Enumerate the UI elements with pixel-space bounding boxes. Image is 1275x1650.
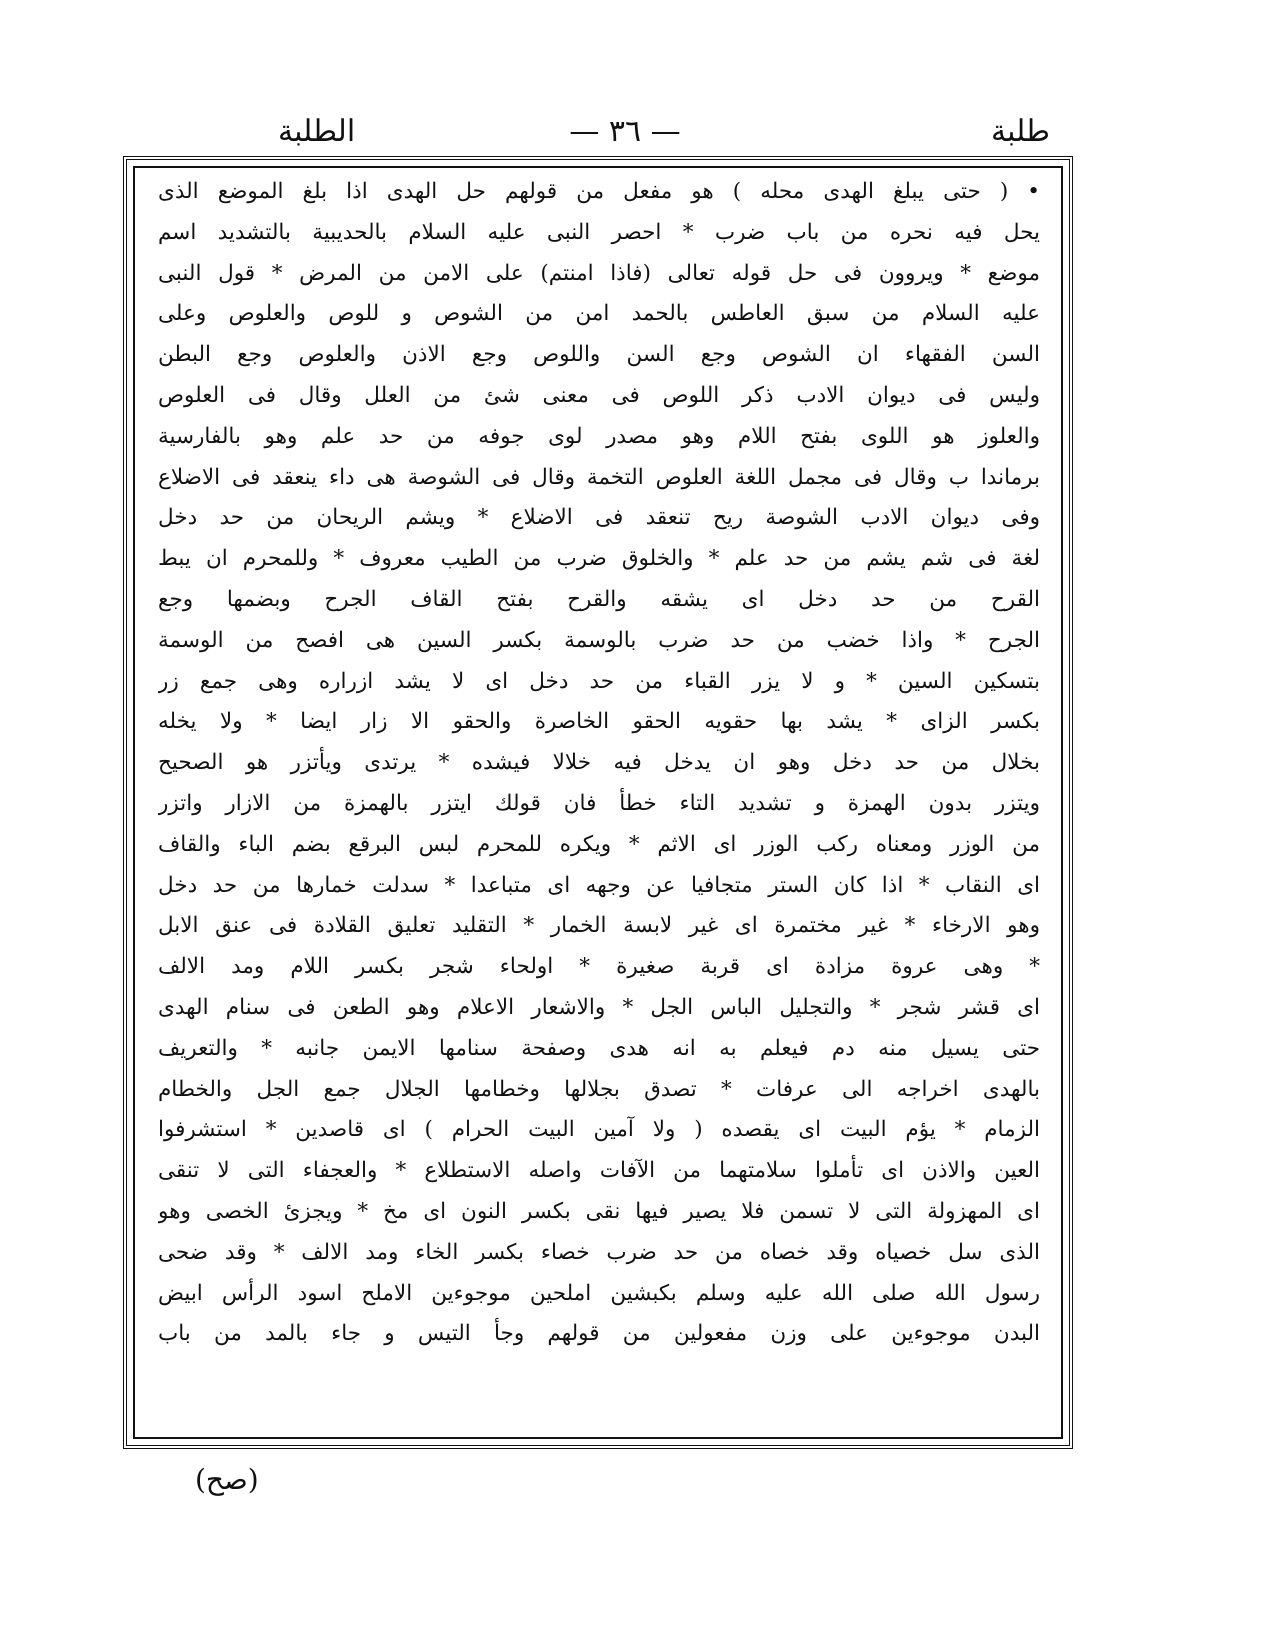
text-line: * وهى عروة مزادة اى قربة صغيرة * اولحاء شجر بكسر اللام ومد الالف — [158, 954, 1040, 980]
text-line: ويتزر بدون الهمزة و تشديد التاء خطأ فان قولك ايتزر بالهمزة من الازار واتزر — [158, 790, 1040, 816]
text-line: وهو الارخاء * غير مختمرة اى غير لابسة الخمار * التقليد تعليق القلادة فى عنق الابل — [158, 913, 1040, 939]
text-line: اى المهزولة التى لا تسمن فلا يصير فيها نقى بكسر النون اى مخ * ويجزئ الخصى وهو — [158, 1198, 1040, 1224]
text-line: بتسكين السين * و لا يزر القباء من حد دخل اى لا يشد ازراره وهى جمع زر — [158, 668, 1040, 694]
text-line: بالهدى اخراجه الى عرفات * تصدق بجلالها وخطامها الجلال جمع الجل والخطام — [158, 1076, 1040, 1102]
text-line: لغة فى شم يشم من حد علم * والخلوق ضرب من الطيب معروف * وللمحرم ان يبط — [158, 546, 1040, 572]
header-right-word: طلبة — [991, 114, 1050, 149]
text-line: بخلال من حد دخل وهو ان يدخل فيه خلالا فيشده * يرتدى ويأتزر هو الصحيح — [158, 750, 1040, 776]
page-header — [140, 112, 1110, 152]
text-line: حتى يسيل منه دم فيعلم به انه هدى وصفحة سنامها الايمن جانبه * والتعريف — [158, 1035, 1040, 1061]
header-left-word: الطلبة — [278, 114, 356, 149]
text-line: الجرح * واذا خضب من حد ضرب بالوسمة بكسر السين هى افصح من الوسمة — [158, 627, 1040, 653]
text-line: والعلوز هو اللوى بفتح اللام وهو مصدر لوى جوفه من حد علم وهو بالفارسية — [158, 423, 1040, 449]
text-line: من الوزر ومعناه ركب الوزر اى الاثم * ويكره للمحرم لبس البرقع بضم الباء والقاف — [158, 831, 1040, 857]
text-line: الذى سل خصياه وقد خصاه من حد ضرب خصاء بكسر الخاء ومد الالف * وقد ضحى — [158, 1239, 1040, 1265]
catchword: (صح) — [195, 1463, 259, 1496]
text-line: اى النقاب * اذا كان الستر متجافيا عن وجهه اى متباعدا * سدلت خمارها من حد دخل — [158, 872, 1040, 898]
text-line: عليه السلام من سبق العاطس بالحمد امن من الشوص و للوص والعلوص وعلى — [158, 301, 1040, 327]
text-line: وفى ديوان الادب الشوصة ريح تنعقد فى الاضلاع * ويشم الريحان من حد دخل — [158, 505, 1040, 531]
text-line: البدن موجوءين على وزن مفعولين من قولهم وجأ التيس و جاء بالمد من باب — [158, 1321, 1040, 1347]
text-line: القرح من حد دخل اى يشقه والقرح بفتح القاف الجرح وبضمها وجع — [158, 586, 1040, 612]
text-line: السن الفقهاء ان الشوص وجع السن واللوص وجع الاذن والعلوص وجع البطن — [158, 342, 1040, 368]
text-line: • ( حتى يبلغ الهدى محله ) هو مفعل من قولهم حل الهدى اذا بلغ الموضع الذى — [158, 179, 1040, 204]
text-line: برماندا ب وقال فى مجمل اللغة العلوص التخمة وقال فى الشوصة هى داء ينعقد فى الاضلاع — [158, 464, 1040, 490]
text-line: بكسر الزاى * يشد بها حقويه الحقو الخاصرة والحقو الا زار ايضا * ولا يخله — [158, 709, 1040, 735]
text-line: يحل فيه نحره من باب ضرب * احصر النبى عليه السلام بالحديبية بالتشديد اسم — [158, 219, 1040, 245]
text-line: وليس فى ديوان الادب ذكر اللوص فى معنى شئ من العلل وقال فى العلوص — [158, 382, 1040, 408]
text-line: العين والاذن اى تأملوا سلامتهما من الآفات واصله الاستطلاع * والعجفاء التى لا تنقى — [158, 1158, 1040, 1184]
text-line: موضع * ويروون فى حل قوله تعالى (فاذا امنتم) على الامن من المرض * قول النبى — [158, 260, 1040, 286]
text-line: الزمام * يؤم البيت اى يقصده ( ولا آمين البيت الحرام ) اى قاصدين * استشرفوا — [158, 1117, 1040, 1143]
text-line: رسول الله صلى الله عليه وسلم بكبشين املحين موجوءين الاملح اسود الرأس ابيض — [158, 1280, 1040, 1306]
text-line: اى قشر شجر * والتجليل الباس الجل * والاشعار الاعلام وهو الطعن فى سنام الهدى — [158, 994, 1040, 1020]
text-body — [158, 172, 1040, 1355]
page-number: — ٣٦ — — [569, 114, 681, 149]
